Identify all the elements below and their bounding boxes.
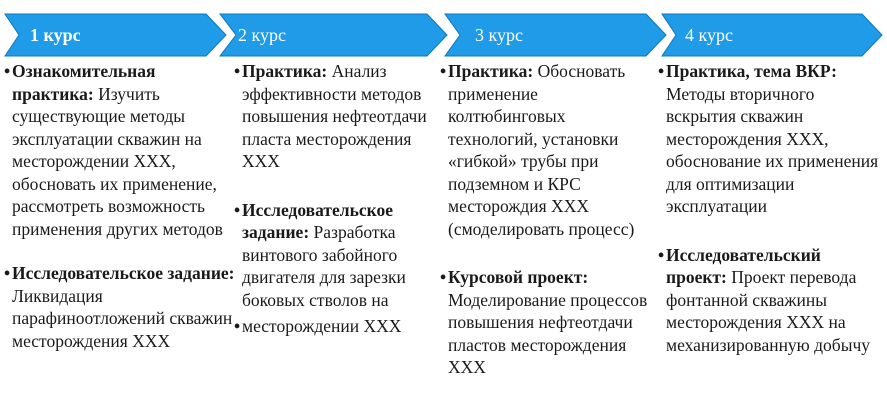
course-3-item-practice xyxy=(440,60,658,240)
course-3-item-coursework xyxy=(440,266,658,379)
item-text: Проект перевода фонтанной скважины месторождения XXX на механизированную добычу xyxy=(666,267,871,355)
bullet-icon: • xyxy=(4,61,11,81)
course-2-column xyxy=(234,60,434,338)
item-text: Моделирование процессов повышения нефтеотдачи пластов месторождения XXX xyxy=(448,289,648,377)
course-1-item-practice xyxy=(4,60,236,240)
course-2-item-continued xyxy=(234,315,434,338)
course-3-label: 3 курс xyxy=(475,25,523,45)
course-4-label: 4 курс xyxy=(685,25,733,45)
bullet-icon: • xyxy=(440,267,447,287)
course-3-column xyxy=(440,60,658,379)
bullet-icon: • xyxy=(658,61,665,81)
course-4-column xyxy=(658,60,884,356)
bullet-icon: • xyxy=(658,244,665,265)
bullet-icon: • xyxy=(234,316,241,336)
course-2-label: 2 курс xyxy=(238,25,286,45)
item-text: Обосновать применение колтюбинговых технологий, установки «гибкой» трубы при подземном и КРС месторождия XXX (смоделировать процесс) xyxy=(448,61,635,239)
item-heading: Курсовой проект: xyxy=(448,267,589,287)
bullet-icon: • xyxy=(234,61,241,81)
course-1-column xyxy=(4,60,236,352)
bullet-icon: • xyxy=(440,61,447,81)
item-text: Анализ эффективности методов повышения нефтеотдачи пласта месторождения XXX xyxy=(242,61,427,171)
item-text: Методы вторичного вскрытия скважин месторождения XXX, обоснование их применения для оптимизации эксплуатации xyxy=(666,83,879,216)
item-heading: Практика: xyxy=(242,61,328,81)
item-heading: Исследовательский проект: xyxy=(666,244,821,287)
item-text: Изучить существующие методы эксплуатации скважин на месторождении XXX, обосновать их применение, рассмотреть возможность применения других методов xyxy=(12,83,223,239)
item-text: Ликвидация парафиноотложений скважин месторождения XXX xyxy=(12,285,233,351)
course-1-label: 1 курс xyxy=(30,25,81,45)
item-heading: Практика, тема ВКР: xyxy=(666,61,837,81)
bullet-icon: • xyxy=(234,199,241,220)
item-heading: Исследовательское задание: xyxy=(242,199,393,242)
course-2-item-research xyxy=(234,199,434,312)
course-timeline-arrows xyxy=(0,0,887,68)
item-heading: Ознакомительная практика: xyxy=(12,61,156,104)
item-heading: Исследовательское задание: xyxy=(12,263,235,283)
item-heading: Практика: xyxy=(448,61,534,81)
item-text: месторождении XXX xyxy=(242,316,402,336)
course-1-item-research xyxy=(4,262,236,352)
item-text: Разработка винтового забойного двигателя для зарезки боковых стволов на xyxy=(242,222,406,310)
course-4-item-practice xyxy=(658,60,884,218)
course-2-item-practice xyxy=(234,60,434,173)
bullet-icon: • xyxy=(4,263,11,283)
course-4-item-research xyxy=(658,244,884,357)
